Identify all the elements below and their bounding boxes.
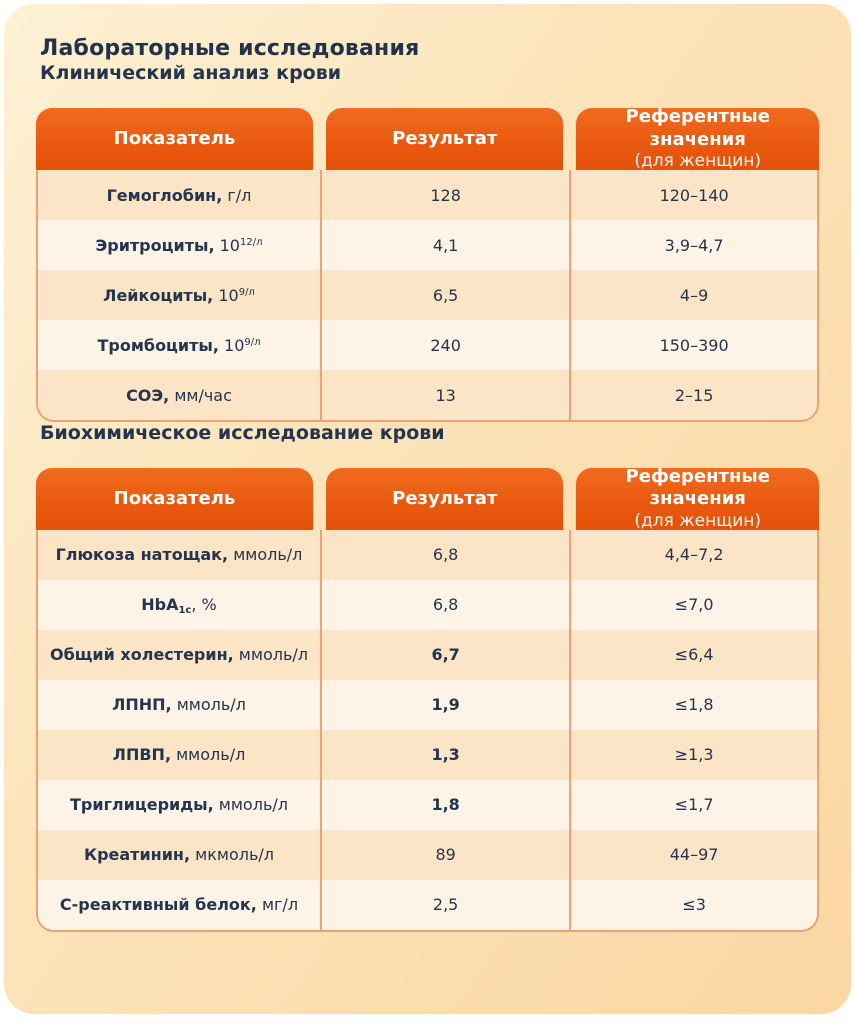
table-row bbox=[38, 530, 817, 580]
indicator-unit: 10 bbox=[214, 235, 240, 255]
reference-cell bbox=[569, 830, 817, 880]
clinical-blood-table bbox=[36, 108, 819, 422]
indicator-unit: 10 bbox=[218, 335, 245, 355]
indicator-cell bbox=[38, 320, 320, 370]
indicator-unit: ммоль/л bbox=[171, 745, 246, 765]
indicator-name: HbA bbox=[141, 595, 179, 615]
table-body bbox=[36, 170, 819, 422]
section-subtitle-clinical: Клинический анализ крови bbox=[40, 62, 342, 85]
indicator-cell bbox=[38, 630, 320, 680]
indicator-cell bbox=[38, 880, 320, 930]
result-cell bbox=[320, 880, 569, 930]
indicator-unit: 10 bbox=[213, 285, 239, 305]
lab-results-card bbox=[4, 4, 851, 1014]
indicator-subscript: 1c bbox=[178, 605, 192, 617]
result-cell bbox=[320, 630, 569, 680]
indicator-unit: ммоль/л bbox=[171, 695, 246, 715]
reference-value: 4–9 bbox=[679, 285, 709, 305]
indicator-name: Тромбоциты, bbox=[97, 335, 219, 355]
reference-value: ≤6,4 bbox=[674, 645, 714, 665]
result-value: 1,8 bbox=[431, 795, 460, 815]
header-reference bbox=[570, 108, 819, 170]
biochemistry-blood-table bbox=[36, 465, 819, 932]
result-value: 89 bbox=[435, 845, 456, 865]
indicator-cell bbox=[38, 370, 320, 420]
indicator-name: Глюкоза натощак, bbox=[55, 545, 229, 565]
page-title: Лабораторные исследования bbox=[40, 36, 420, 61]
indicator-unit: г/л bbox=[222, 185, 252, 205]
table-row bbox=[38, 580, 817, 630]
result-cell bbox=[320, 780, 569, 830]
result-cell bbox=[320, 370, 569, 420]
indicator-unit: мкмоль/л bbox=[190, 845, 274, 865]
table-row bbox=[38, 830, 817, 880]
reference-value: ≤1,7 bbox=[674, 795, 714, 815]
indicator-unit: ммоль/л bbox=[228, 545, 303, 565]
reference-cell bbox=[569, 320, 817, 370]
indicator-unit: ммоль/л bbox=[233, 645, 309, 665]
reference-cell bbox=[569, 780, 817, 830]
indicator-name: Креатинин, bbox=[83, 845, 191, 865]
reference-cell bbox=[569, 880, 817, 930]
indicator-unit-sup: 9/л bbox=[244, 336, 261, 348]
indicator-name: Триглицериды, bbox=[69, 795, 214, 815]
table-row bbox=[38, 780, 817, 830]
header-reference-label: Референтные значения bbox=[625, 465, 770, 510]
reference-cell bbox=[569, 530, 817, 580]
indicator-name: Лейкоциты, bbox=[103, 285, 214, 305]
table-row bbox=[38, 270, 817, 320]
indicator-name: Эритроциты, bbox=[95, 235, 215, 255]
result-value: 2,5 bbox=[432, 895, 459, 915]
header-result bbox=[319, 108, 570, 170]
header-result-label: Результат bbox=[392, 487, 498, 509]
reference-cell bbox=[569, 270, 817, 320]
result-value: 6,8 bbox=[432, 595, 459, 615]
result-value: 1,9 bbox=[431, 695, 460, 715]
table-header-row bbox=[36, 465, 819, 531]
reference-cell bbox=[569, 630, 817, 680]
reference-value: 44–97 bbox=[669, 845, 719, 865]
reference-value: ≤7,0 bbox=[674, 595, 714, 615]
table-header-row bbox=[36, 108, 819, 170]
table-row bbox=[38, 880, 817, 930]
result-value: 128 bbox=[430, 185, 461, 205]
result-cell bbox=[320, 580, 569, 630]
indicator-name: СОЭ, bbox=[126, 385, 170, 405]
indicator-cell bbox=[38, 170, 320, 220]
indicator-cell bbox=[38, 830, 320, 880]
indicator-name: Гемоглобин, bbox=[106, 185, 223, 205]
table-row bbox=[38, 320, 817, 370]
result-value: 13 bbox=[435, 385, 456, 405]
indicator-unit-sup: 12/л bbox=[239, 236, 263, 248]
table-row bbox=[38, 630, 817, 680]
result-cell bbox=[320, 730, 569, 780]
indicator-unit-sup: 9/л bbox=[238, 286, 255, 298]
indicator-cell bbox=[38, 580, 320, 630]
result-value: 240 bbox=[430, 335, 461, 355]
indicator-cell bbox=[38, 270, 320, 320]
reference-value: 120–140 bbox=[659, 185, 729, 205]
result-value: 6,8 bbox=[432, 545, 459, 565]
result-cell bbox=[320, 270, 569, 320]
header-indicator bbox=[36, 468, 319, 530]
header-result-label: Результат bbox=[392, 127, 498, 149]
header-result bbox=[319, 468, 570, 530]
header-indicator-label: Показатель bbox=[113, 487, 236, 509]
result-value: 1,3 bbox=[431, 745, 460, 765]
indicator-name: Общий холестерин, bbox=[49, 645, 234, 665]
result-cell bbox=[320, 680, 569, 730]
reference-value: 150–390 bbox=[659, 335, 729, 355]
indicator-unit: мг/л bbox=[256, 895, 299, 915]
table-row bbox=[38, 680, 817, 730]
result-cell bbox=[320, 170, 569, 220]
header-reference-sublabel: (для женщин) bbox=[634, 510, 762, 531]
indicator-cell bbox=[38, 220, 320, 270]
reference-cell bbox=[569, 370, 817, 420]
header-reference-sublabel: (для женщин) bbox=[634, 151, 762, 172]
reference-value: ≤3 bbox=[682, 895, 706, 915]
table-row bbox=[38, 730, 817, 780]
result-cell bbox=[320, 220, 569, 270]
indicator-cell bbox=[38, 680, 320, 730]
reference-value: 3,9–4,7 bbox=[664, 235, 724, 255]
reference-cell bbox=[569, 170, 817, 220]
indicator-name: С-реактивный белок, bbox=[59, 895, 257, 915]
section-subtitle-biochemistry: Биохимическое исследование крови bbox=[40, 422, 445, 445]
reference-value: 4,4–7,2 bbox=[664, 545, 724, 565]
reference-cell bbox=[569, 580, 817, 630]
reference-cell bbox=[569, 730, 817, 780]
indicator-unit: мм/час bbox=[169, 385, 232, 405]
reference-cell bbox=[569, 680, 817, 730]
indicator-name: ЛПНП, bbox=[112, 695, 172, 715]
result-cell bbox=[320, 830, 569, 880]
indicator-name: ЛПВП, bbox=[112, 745, 172, 765]
table-row bbox=[38, 220, 817, 270]
result-cell bbox=[320, 530, 569, 580]
header-indicator bbox=[36, 108, 319, 170]
header-reference-label: Референтные значения bbox=[625, 106, 770, 150]
reference-value: 2–15 bbox=[674, 385, 714, 405]
reference-value: ≤1,8 bbox=[674, 695, 714, 715]
indicator-unit: , % bbox=[191, 595, 217, 615]
header-indicator-label: Показатель bbox=[113, 127, 236, 149]
reference-value: ≥1,3 bbox=[674, 745, 714, 765]
indicator-unit: ммоль/л bbox=[213, 795, 288, 815]
table-row bbox=[38, 170, 817, 220]
result-value: 6,7 bbox=[431, 645, 460, 665]
table-body bbox=[36, 530, 819, 932]
result-value: 6,5 bbox=[432, 285, 459, 305]
table-row bbox=[38, 370, 817, 420]
header-reference bbox=[570, 465, 819, 531]
reference-cell bbox=[569, 220, 817, 270]
indicator-cell bbox=[38, 780, 320, 830]
indicator-cell bbox=[38, 530, 320, 580]
result-cell bbox=[320, 320, 569, 370]
result-value: 4,1 bbox=[432, 235, 459, 255]
indicator-cell bbox=[38, 730, 320, 780]
